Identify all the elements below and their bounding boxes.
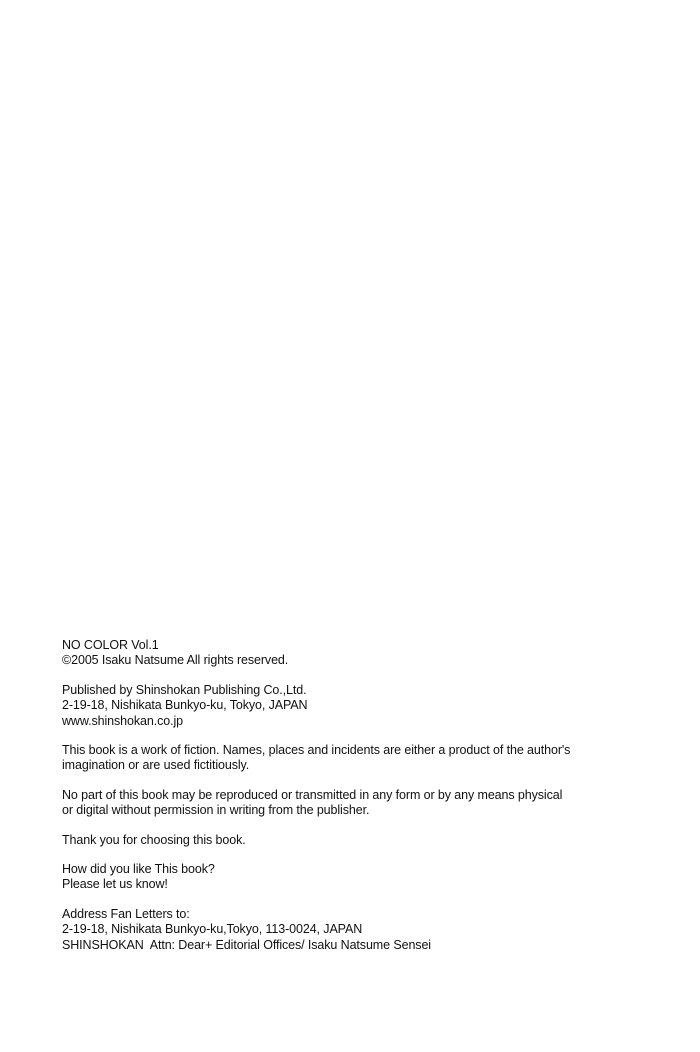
book-title: NO COLOR Vol.1 (62, 638, 159, 652)
fiction-disclaimer-line-1: This book is a work of fiction. Names, places and incidents are either a product of the author's (62, 743, 571, 758)
fan-letter-address-block (62, 907, 662, 953)
rights-notice-line-1: No part of this book may be reproduced or transmitted in any form or by any means physical (62, 787, 563, 802)
publisher-block (62, 683, 662, 729)
feedback-question: How did you like This book? (62, 862, 215, 877)
publisher-name: Published by Shinshokan Publishing Co.,Ltd. (62, 682, 307, 697)
fan-letter-heading: Address Fan Letters to: (62, 906, 190, 921)
colophon (62, 638, 662, 967)
fiction-disclaimer-line-2: imagination or are used fictitiously. (62, 758, 250, 773)
title-block (62, 638, 662, 669)
thanks-block (62, 833, 662, 848)
fiction-disclaimer (62, 743, 662, 774)
fan-letter-street-address: 2-19-18, Nishikata Bunkyo-ku,Tokyo, 113-0024, JAPAN (62, 922, 363, 937)
rights-notice (62, 788, 662, 819)
thanks-line: Thank you for choosing this book. (62, 832, 246, 847)
feedback-request: Please let us know! (62, 877, 168, 892)
feedback-block (62, 862, 662, 893)
rights-notice-line-2: or digital without permission in writing from the publisher. (62, 803, 370, 818)
publisher-address: 2-19-18, Nishikata Bunkyo-ku, Tokyo, JAPAN (62, 698, 308, 713)
fan-letter-attention: SHINSHOKAN Attn: Dear+ Editorial Offices/ Isaku Natsume Sensei (62, 937, 431, 952)
copyright-notice: ©2005 Isaku Natsume All rights reserved. (62, 653, 289, 668)
publisher-website: www.shinshokan.co.jp (62, 713, 183, 728)
